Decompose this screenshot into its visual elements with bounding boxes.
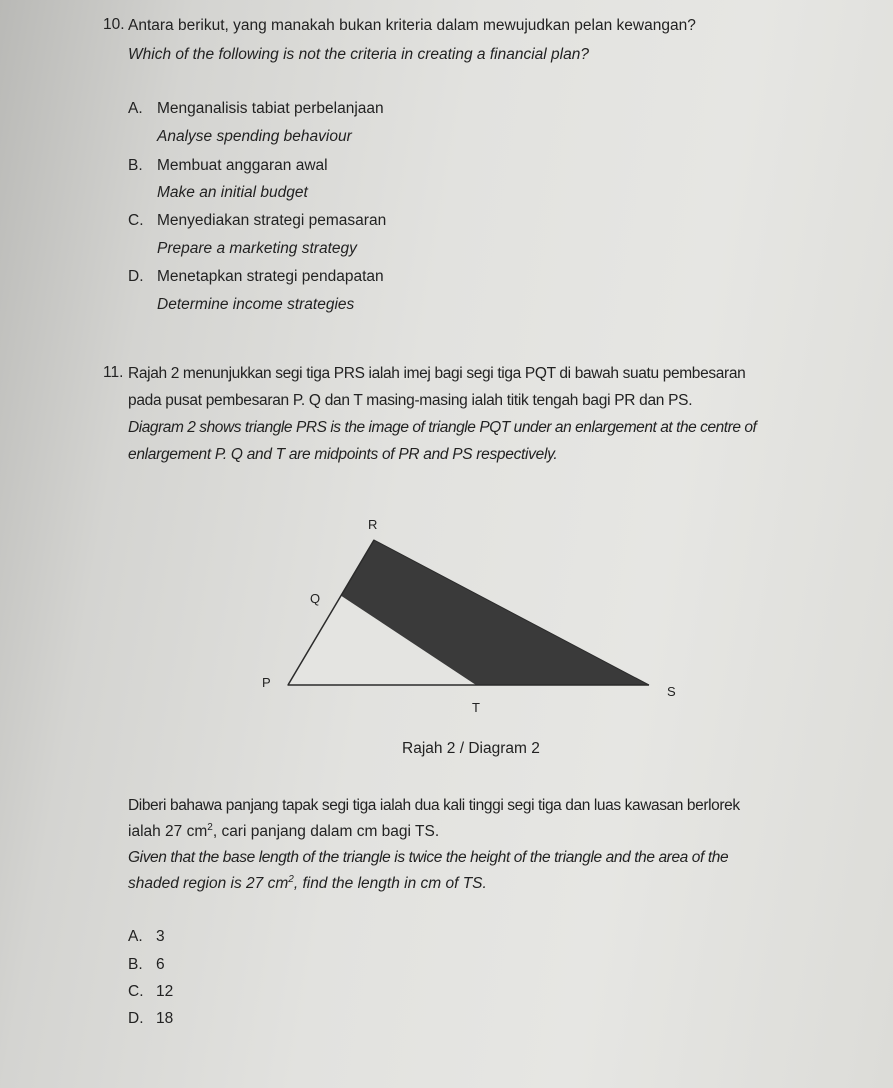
q10-option-b-english: Make an initial budget	[157, 184, 308, 201]
q11-option-b-value: 6	[156, 956, 165, 973]
given-malay-line1: Diberi bahawa panjang tapak segi tiga ialah dua kali tinggi segi tiga dan luas kawasan berlorek	[128, 797, 740, 814]
q10-option-b-malay: Membuat anggaran awal	[157, 157, 328, 174]
q10-option-b-letter: B.	[128, 157, 143, 174]
q11-option-d-letter: D.	[128, 1010, 144, 1027]
diagram-caption: Rajah 2 / Diagram 2	[402, 740, 540, 757]
question-11-malay-line2: pada pusat pembesaran P. Q dan T masing-masing ialah titik tengah bagi PR dan PS.	[128, 392, 693, 409]
q11-option-c-value: 12	[156, 983, 174, 1000]
label-s: S	[667, 684, 676, 699]
question-10-malay: Antara berikut, yang manakah bukan kriteria dalam mewujudkan pelan kewangan?	[128, 17, 696, 34]
question-11-english-line1: Diagram 2 shows triangle PRS is the image of triangle PQT under an enlargement at the centre of	[128, 419, 757, 436]
q10-option-c-letter: C.	[128, 212, 144, 229]
diagram-2-triangle	[250, 505, 690, 730]
question-10-number: 10.	[103, 16, 125, 33]
question-11-english-line2: enlargement P. Q and T are midpoints of PR and PS respectively.	[128, 446, 558, 463]
label-t: T	[472, 700, 480, 715]
q10-option-a-letter: A.	[128, 100, 143, 117]
q10-option-d-english: Determine income strategies	[157, 296, 355, 313]
q11-option-c-letter: C.	[128, 983, 144, 1000]
q11-option-a-value: 3	[156, 928, 165, 945]
given-english-line2: shaded region is 27 $cm^2$, find the length in cm of TS.	[128, 873, 487, 892]
q10-option-d-letter: D.	[128, 268, 144, 285]
given-malay-line2: ialah 27 $cm^2$, cari panjang dalam cm bagi TS.	[128, 821, 440, 840]
q10-option-c-english: Prepare a marketing strategy	[157, 240, 357, 257]
q11-option-b-letter: B.	[128, 956, 143, 973]
q11-option-d-value: 18	[156, 1010, 174, 1027]
q11-option-a-letter: A.	[128, 928, 143, 945]
question-11-malay-line1: Rajah 2 menunjukkan segi tiga PRS ialah imej bagi segi tiga PQT di bawah suatu pembesaran	[128, 365, 746, 382]
given-english-line1: Given that the base length of the triangle is twice the height of the triangle and the area of the	[128, 849, 729, 866]
question-11-number: 11.	[103, 364, 124, 381]
label-r: R	[368, 517, 378, 532]
q10-option-a-malay: Menganalisis tabiat perbelanjaan	[157, 100, 384, 117]
label-p: P	[262, 675, 271, 690]
q10-option-a-english: Analyse spending behaviour	[157, 128, 352, 145]
q10-option-d-malay: Menetapkan strategi pendapatan	[157, 268, 384, 285]
label-q: Q	[310, 591, 321, 606]
q10-option-c-malay: Menyediakan strategi pemasaran	[157, 212, 387, 229]
question-10-english: Which of the following is not the criteria in creating a financial plan?	[128, 46, 589, 63]
